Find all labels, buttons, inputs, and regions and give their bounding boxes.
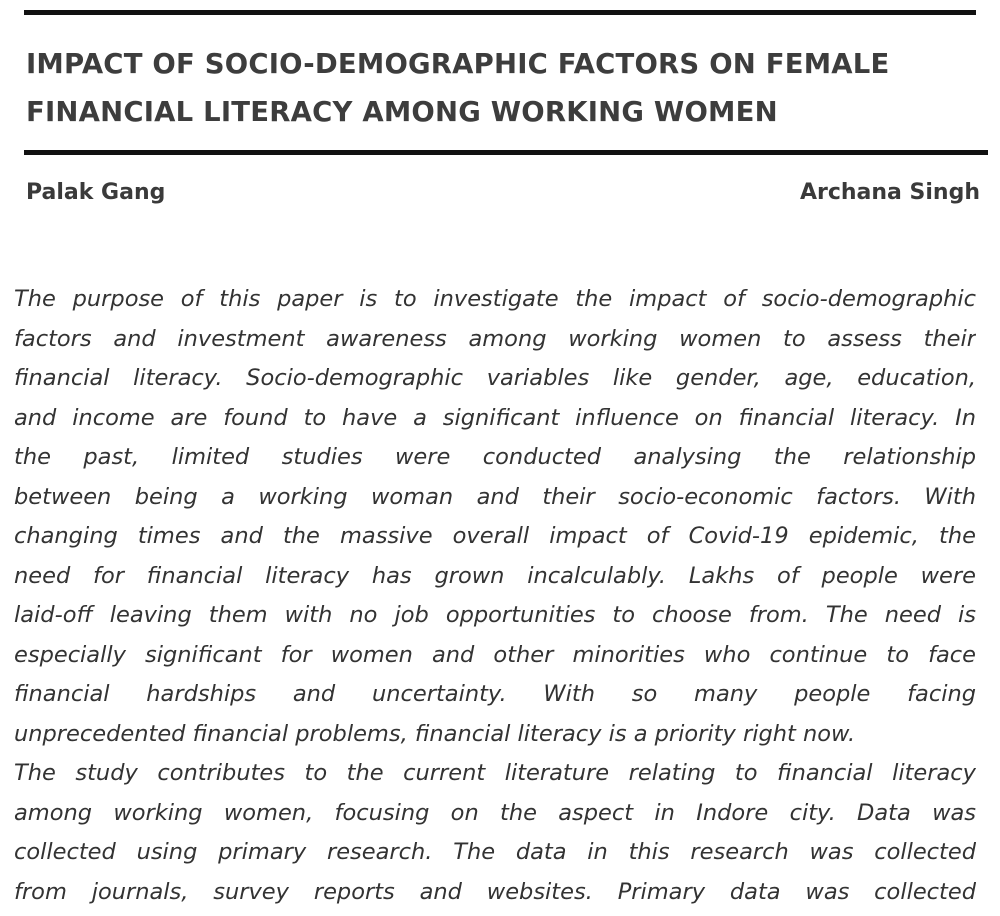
abstract-line: unprecedented financial problems, financial literacy is a priority right now. — [14, 720, 856, 747]
top-rule — [24, 10, 976, 15]
abstract-line: collected using primary research. The data in this research was collected — [14, 839, 976, 865]
abstract-line: need for financial literacy has grown incalculably. Lakhs of people were — [14, 562, 976, 589]
abstract-line: especially significant for women and other minorities who continue to face — [14, 641, 976, 668]
abstract-line: from journals, survey reports and websites. Primary data was collected — [14, 878, 976, 905]
abstract-line: between being a working woman and their socio-economic factors. With — [14, 483, 976, 510]
title-line: IMPACT OF SOCIO-DEMOGRAPHIC FACTORS ON FEMALE — [26, 48, 890, 80]
title-rule — [24, 150, 988, 155]
abstract-line: and income are found to have a significant influence on financial literacy. In — [14, 404, 976, 431]
paper-title — [26, 40, 986, 136]
abstract-line: The study contributes to the current literature relating to financial literacy — [14, 760, 976, 786]
abstract-line: The purpose of this paper is to investigate the impact of socio-demographic — [14, 286, 976, 312]
abstract-line: financial hardships and uncertainty. With so many people facing — [14, 681, 976, 707]
abstract-line: the past, limited studies were conducted analysing the relationship — [14, 444, 976, 470]
abstract-line: changing times and the massive overall impact of Covid-19 epidemic, the — [14, 523, 976, 549]
abstract-line: among working women, focusing on the aspect in Indore city. Data was — [14, 799, 976, 826]
abstract — [14, 280, 976, 912]
author-name: Archana Singh — [799, 180, 980, 205]
author-name: Palak Gang — [26, 180, 166, 205]
abstract-line: factors and investment awareness among working women to assess their — [14, 325, 976, 352]
title-line: FINANCIAL LITERACY AMONG WORKING WOMEN — [26, 96, 778, 128]
abstract-line: laid-off leaving them with no job opportunities to choose from. The need is — [14, 602, 976, 628]
abstract-line: financial literacy. Socio-demographic variables like gender, age, education, — [14, 365, 976, 391]
